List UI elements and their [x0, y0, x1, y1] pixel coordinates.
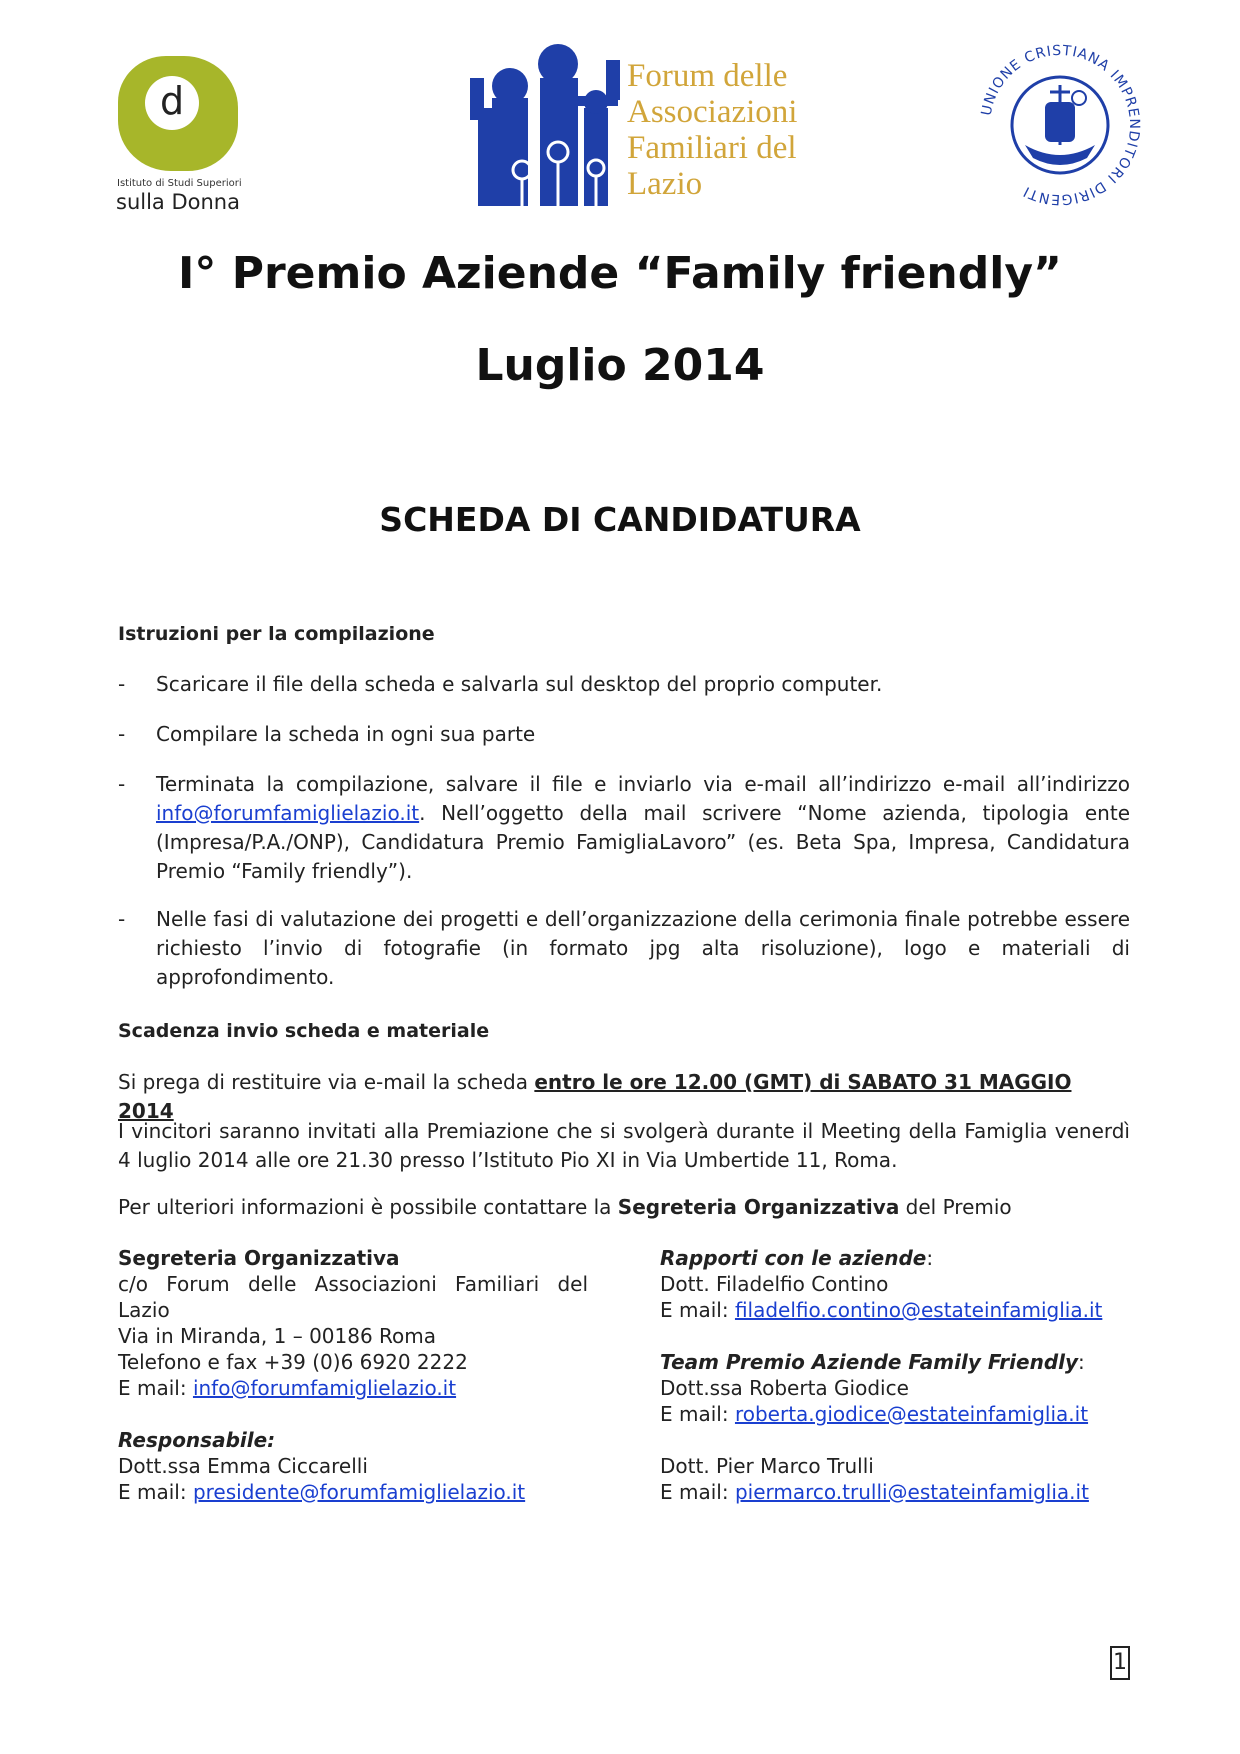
responsabile-name: Dott.ssa Emma Ciccarelli [118, 1454, 368, 1478]
seal-icon [975, 40, 1145, 210]
phone: Telefono e fax +39 (0)6 6920 2222 [118, 1350, 468, 1374]
deadline-date: entro le ore 12.00 (GMT) di SABATO 31 MAGGIO 2014 [118, 1070, 1072, 1123]
email-label: E mail: [660, 1298, 729, 1322]
email-row [118, 1479, 588, 1505]
logo-line: Forum delle [627, 58, 788, 94]
logo-letter: d [145, 76, 199, 130]
istituto-logo [113, 56, 248, 214]
seal-ring-text: UNIONE CRISTIANA IMPRENDITORI DIRIGENTI [978, 42, 1143, 208]
info-bold: Segreteria Organizzativa [617, 1195, 900, 1219]
info-text: Per ulteriori informazioni è possibile contattare la [118, 1195, 612, 1219]
ucid-seal-logo [975, 40, 1145, 210]
main-title: I° Premio Aziende “Family friendly” [178, 248, 1062, 299]
email-label: E mail: [118, 1480, 187, 1504]
email-link[interactable]: piermarco.trulli@estateinfamiglia.it [734, 1480, 1089, 1504]
bullet-item: - Compilare la scheda in ogni sua parte [118, 720, 1130, 749]
awards-paragraph: I vincitori saranno invitati alla Premiazione che si svolgerà durante il Meeting della Famiglia venerdì 4 luglio 2014 alle ore 21.30 presso l’Istituto Pio XI in Via Umbertide 11, Roma. [118, 1119, 1130, 1172]
email-label: E mail: [660, 1480, 729, 1504]
contact-name: Dott. Pier Marco Trulli [660, 1454, 874, 1478]
logo-line: Lazio [627, 166, 703, 202]
team-heading-row: Team Premio Aziende Family Friendly: [660, 1350, 1085, 1374]
rapporti-heading-row: Rapporti con le aziende: [660, 1246, 934, 1270]
email-label: E mail: [118, 1376, 187, 1400]
bullet-text: Nelle fasi di valutazione dei progetti e dell’organizzazione della cerimonia finale potrebbe essere richiesto l’invio di fotografie (in formato jpg alta risoluzione), logo e materiali di approfondimento. [156, 907, 1130, 989]
forum-logo [470, 40, 798, 210]
email-link[interactable]: presidente@forumfamiglielazio.it [192, 1480, 526, 1504]
email-link[interactable]: roberta.giodice@estateinfamiglia.it [734, 1402, 1089, 1426]
page-number: 1 [1110, 1646, 1130, 1680]
logo-line: Familiari del [627, 130, 797, 166]
deadline-heading: Scadenza invio scheda e materiale [118, 1020, 490, 1042]
family-figures-icon [470, 40, 620, 210]
deadline-text: Si prega di restituire via e-mail la scheda [118, 1070, 528, 1094]
contact-name: Dott.ssa Roberta Giodice [660, 1376, 909, 1400]
responsabile-heading: Responsabile: [118, 1428, 276, 1452]
org-line: Lazio [118, 1298, 170, 1322]
email-row [660, 1297, 1130, 1323]
contact-name: Dott. Filadelfio Contino [660, 1272, 889, 1296]
deadline-section [118, 1017, 1130, 1046]
bullet-text: Compilare la scheda in ogni sua parte [156, 722, 536, 746]
info-text-post: del Premio [905, 1195, 1012, 1219]
bullet-text-pre: Terminata la compilazione, salvare il file e inviarlo via e-mail all’indirizzo e-mail all’indirizzo [156, 772, 1130, 796]
bullet-item: - Scaricare il file della scheda e salvarla sul desktop del proprio computer. [118, 670, 1130, 699]
email-label: E mail: [660, 1402, 729, 1426]
email-link-info[interactable]: info@forumfamiglielazio.it [156, 801, 420, 825]
team-heading: Team Premio Aziende Family Friendly [660, 1350, 1079, 1374]
contacts-left [118, 1245, 588, 1505]
bullet-text-post: . Nell’oggetto della mail scrivere “Nome azienda, tipologia ente (Impresa/P.A./ONP), Candidatura Premio FamigliaLavoro” (es. Beta Spa, Impresa, Candidatura Premio “Family friendly”). [156, 801, 1130, 883]
subtitle: SCHEDA DI CANDIDATURA [379, 500, 861, 539]
email-row [660, 1401, 1130, 1427]
instructions-heading: Istruzioni per la compilazione [118, 623, 435, 645]
instructions-section [118, 620, 1130, 649]
org-line: c/o Forum delle Associazioni Familiari del [118, 1272, 588, 1296]
info-paragraph [118, 1193, 1130, 1222]
email-link[interactable]: filadelfio.contino@estateinfamiglia.it [734, 1298, 1103, 1322]
bullet-item: - Nelle fasi di valutazione dei progetti e dell’organizzazione della cerimonia finale potrebbe essere richiesto l’invio di fotografie (in formato jpg alta risoluzione), logo e materiali di approfondimento. [118, 905, 1130, 992]
contacts-right [660, 1245, 1130, 1505]
title-date: Luglio 2014 [475, 340, 765, 391]
email-row [118, 1375, 588, 1401]
segreteria-heading: Segreteria Organizzativa [118, 1246, 400, 1270]
logo-small-text: Istituto di Studi Superiori [117, 178, 242, 189]
bullet-item: - Terminata la compilazione, salvare il file e inviarlo via e-mail all’indirizzo e-mail all’indirizzo info@forumfamiglielazio.it. Nell’oggetto della mail scrivere “Nome azienda, tipologia ente (Impresa/P.A./ONP), Candidatura Premio FamigliaLavoro” (es. Beta Spa, Impresa, Candidatura Premio “Family friendly”). [118, 770, 1130, 886]
email-link[interactable]: info@forumfamiglielazio.it [192, 1376, 457, 1400]
forum-logo-text [627, 58, 797, 202]
email-row [660, 1479, 1130, 1505]
bullet-text [156, 770, 1130, 886]
bullet-text: Scaricare il file della scheda e salvarla sul desktop del proprio computer. [156, 672, 883, 696]
logo-line: Associazioni [627, 94, 798, 130]
rapporti-heading: Rapporti con le aziende [660, 1246, 927, 1270]
logo-big-text: sulla Donna [116, 190, 240, 214]
address: Via in Miranda, 1 – 00186 Roma [118, 1324, 437, 1348]
